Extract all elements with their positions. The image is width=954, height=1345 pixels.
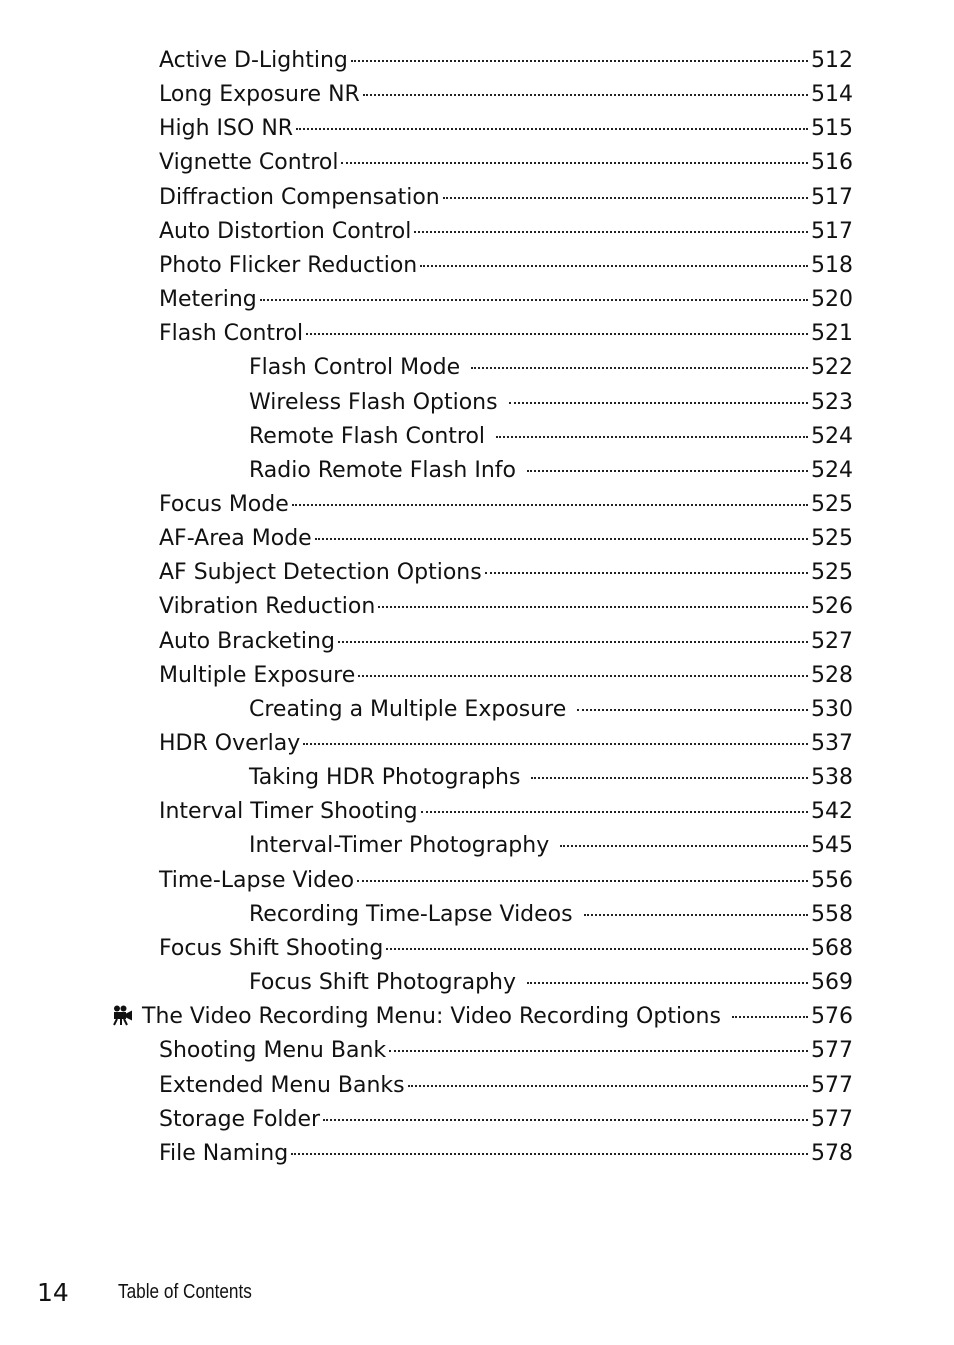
toc-entry-page-number: 524: [811, 423, 853, 449]
toc-entry-page-number: 521: [811, 321, 853, 347]
toc-entry[interactable]: [159, 864, 853, 898]
dot-leader: [485, 572, 808, 574]
toc-entry-label: Photo Flicker Reduction: [159, 252, 418, 278]
toc-entry[interactable]: [159, 317, 853, 351]
toc-entry-page-number: 569: [811, 970, 853, 996]
dot-leader: [260, 299, 808, 301]
toc-entry[interactable]: [249, 966, 853, 1000]
toc-entry[interactable]: [159, 522, 853, 556]
toc-entry[interactable]: [159, 727, 853, 761]
toc-entry[interactable]: [159, 112, 853, 146]
toc-entry-label: Storage Folder: [159, 1106, 321, 1132]
dot-leader: [420, 265, 808, 267]
dot-leader: [527, 982, 808, 984]
toc-entry[interactable]: [249, 761, 853, 795]
toc-entry[interactable]: [112, 1000, 853, 1034]
toc-entry-page-number: 537: [811, 731, 853, 756]
toc-entry-label: The Video Recording Menu: Video Recording Options: [142, 1004, 721, 1030]
toc-entry[interactable]: [159, 625, 853, 659]
toc-entry[interactable]: [159, 283, 853, 317]
toc-entry[interactable]: [159, 1069, 853, 1103]
toc-entry-page-number: 526: [811, 594, 853, 620]
toc-entry[interactable]: [159, 932, 853, 966]
toc-entry-label: Diffraction Compensation: [159, 184, 440, 210]
toc-entry-page-number: 516: [811, 150, 853, 176]
dot-leader: [291, 1153, 808, 1155]
toc-entry-label: Time-Lapse Video: [159, 867, 355, 893]
toc-entry[interactable]: [159, 1103, 853, 1137]
toc-entry-label: Vignette Control: [159, 150, 339, 176]
toc-entry-label: Interval Timer Shooting: [159, 799, 418, 825]
toc-entry-page-number: 577: [811, 1072, 853, 1098]
toc-entry[interactable]: [159, 215, 853, 249]
toc-entry[interactable]: [249, 351, 853, 385]
toc-entry-label: Multiple Exposure: [159, 662, 356, 688]
toc-entry-page-number: 512: [811, 48, 853, 73]
toc-entry-page-number: 542: [811, 799, 853, 825]
toc-entry-page-number: 517: [811, 184, 853, 210]
toc-entry-page-number: 528: [811, 662, 853, 688]
dot-leader: [351, 60, 808, 62]
toc-entry-label: Flash Control Mode: [249, 355, 461, 381]
toc-entry-page-number: 577: [811, 1038, 853, 1064]
dot-leader: [732, 1016, 808, 1018]
toc-entry-label: Shooting Menu Bank: [159, 1038, 387, 1064]
toc-entry-label: Flash Control: [159, 321, 304, 347]
toc-entry[interactable]: [249, 454, 853, 488]
dot-leader: [303, 743, 808, 745]
toc-entry-label: Metering: [159, 287, 257, 313]
dot-leader: [386, 948, 808, 950]
toc-entry-label: Long Exposure NR: [159, 82, 360, 108]
dot-leader: [531, 777, 808, 779]
toc-entry-label: AF-Area Mode: [159, 526, 312, 552]
dot-leader: [358, 675, 808, 677]
toc-entry[interactable]: [159, 146, 853, 180]
dot-leader: [527, 470, 808, 472]
toc-entry-page-number: 527: [811, 628, 853, 654]
toc-entry-page-number: 576: [811, 1004, 853, 1030]
toc-entry-label: Auto Distortion Control: [159, 218, 412, 244]
dot-leader: [560, 845, 808, 847]
toc-entry-page-number: 558: [811, 901, 853, 927]
toc-entry-label: Interval-Timer Photography: [249, 833, 550, 859]
toc-entry-page-number: 514: [811, 82, 853, 108]
toc-entry[interactable]: [159, 590, 853, 624]
dot-leader: [471, 367, 808, 369]
dot-leader: [378, 606, 808, 608]
dot-leader: [577, 709, 808, 711]
dot-leader: [315, 538, 808, 540]
toc-entry-page-number: 524: [811, 457, 853, 483]
toc-entry[interactable]: [159, 488, 853, 522]
toc-entry[interactable]: [159, 181, 853, 215]
toc-entry-page-number: 578: [811, 1140, 853, 1166]
toc-entry-page-number: 556: [811, 867, 853, 893]
toc-entry-page-number: 530: [811, 696, 853, 722]
toc-entry-page-number: 525: [811, 560, 853, 586]
toc-entry[interactable]: [159, 44, 853, 78]
dot-leader: [296, 128, 808, 130]
dot-leader: [421, 811, 808, 813]
toc-entry-label: Taking HDR Photographs: [249, 765, 521, 791]
toc-entry-label: Vibration Reduction: [159, 594, 376, 620]
movie-camera-icon: [112, 1004, 134, 1026]
toc-entry-label: HDR Overlay: [159, 731, 301, 756]
toc-entry-label: High ISO NR: [159, 116, 294, 142]
toc-entry[interactable]: [159, 556, 853, 590]
toc-entry-page-number: 520: [811, 287, 853, 313]
toc-entry[interactable]: [159, 78, 853, 112]
toc-entry-label: Radio Remote Flash Info: [249, 457, 516, 483]
dot-leader: [496, 436, 808, 438]
toc-entry[interactable]: [249, 693, 853, 727]
toc-entry-label: Focus Mode: [159, 491, 289, 517]
toc-entry-page-number: 545: [811, 833, 853, 859]
footer-section-title: Table of Contents: [118, 1281, 252, 1303]
toc-entry-page-number: 525: [811, 491, 853, 517]
dot-leader: [306, 333, 808, 335]
toc-entry-page-number: 515: [811, 116, 853, 142]
dot-leader: [341, 162, 808, 164]
toc-entry-label: Focus Shift Shooting: [159, 935, 384, 961]
toc-entry-label: Active D-Lighting: [159, 48, 348, 73]
toc-entry-label: Auto Bracketing: [159, 628, 335, 654]
toc-entry-page-number: 577: [811, 1106, 853, 1132]
toc-entry-page-number: 522: [811, 355, 853, 381]
page-number: 14: [37, 1278, 69, 1307]
dot-leader: [338, 641, 808, 643]
toc-entry-label: File Naming: [159, 1140, 289, 1166]
dot-leader: [584, 914, 808, 916]
dot-leader: [292, 504, 808, 506]
dot-leader: [389, 1050, 808, 1052]
toc-entry[interactable]: [159, 1137, 853, 1171]
dot-leader: [408, 1085, 808, 1087]
toc-entry-label: Wireless Flash Options: [249, 389, 498, 415]
toc-entry[interactable]: [249, 420, 853, 454]
toc-entry-label: Creating a Multiple Exposure: [249, 696, 567, 722]
toc-entry-page-number: 568: [811, 935, 853, 961]
toc-entry-page-number: 538: [811, 765, 853, 791]
dot-leader: [323, 1119, 808, 1121]
toc-entry[interactable]: [249, 898, 853, 932]
dot-leader: [443, 197, 808, 199]
toc-entry-page-number: 525: [811, 526, 853, 552]
dot-leader: [363, 94, 808, 96]
toc-entry[interactable]: [249, 386, 853, 420]
toc-entry[interactable]: [159, 1034, 853, 1068]
toc-entry[interactable]: [249, 829, 853, 863]
dot-leader: [509, 402, 808, 404]
toc-entry-label: Recording Time-Lapse Videos: [249, 901, 573, 927]
toc-entry-label: Remote Flash Control: [249, 423, 486, 449]
toc-entry[interactable]: [159, 795, 853, 829]
dot-leader: [414, 231, 808, 233]
toc-entry-label: Focus Shift Photography: [249, 970, 516, 996]
toc-entry-page-number: 518: [811, 252, 853, 278]
toc-entry[interactable]: [159, 659, 853, 693]
dot-leader: [357, 880, 808, 882]
toc-entry-label: Extended Menu Banks: [159, 1072, 405, 1098]
toc-entry-page-number: 523: [811, 389, 853, 415]
toc-entry[interactable]: [159, 249, 853, 283]
toc-entry-page-number: 517: [811, 218, 853, 244]
toc-entry-label: AF Subject Detection Options: [159, 560, 482, 586]
